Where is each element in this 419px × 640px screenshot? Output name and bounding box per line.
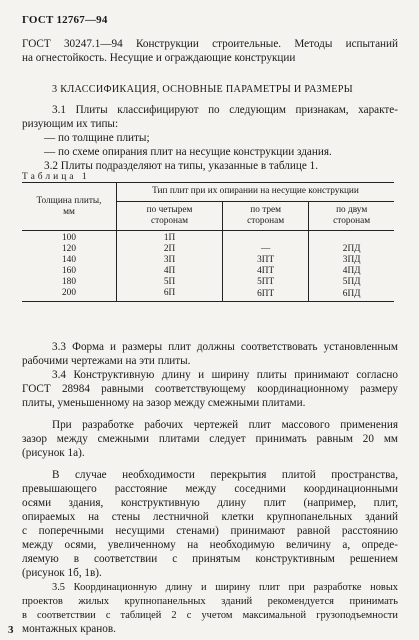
paragraph-line: зазор между смежными плитами следует принимать равным 20 мм bbox=[22, 433, 398, 445]
document-header: ГОСТ 12767—94 bbox=[22, 14, 108, 26]
paragraph-line: проектов жилых крупнопанельных зданий рекомендуется принимать bbox=[22, 596, 398, 607]
types-table bbox=[22, 182, 394, 302]
paragraph-line: превышающего расстояние между соседними координационными bbox=[22, 483, 398, 495]
paragraph-line: В случае необходимости перекрытия плитой пространства, bbox=[52, 469, 398, 481]
table-row: 120 2П — 2ПД bbox=[22, 244, 394, 255]
intro-line: на огнестойкость. Несущие и ограждающие конструкции bbox=[22, 52, 296, 64]
paragraph-line: монтажных кранов. bbox=[22, 623, 116, 635]
paragraph-line: опираемых на стены лестничной клетки крупнопанельных зданий bbox=[22, 511, 398, 523]
list-item: — по толщине плиты; bbox=[44, 132, 150, 144]
paragraph-line: плиты, уменьшенному на зазор между смежными плитами. bbox=[22, 397, 306, 409]
section-title: 3 КЛАССИФИКАЦИЯ, ОСНОВНЫЕ ПАРАМЕТРЫ И РАЗМЕРЫ bbox=[52, 84, 353, 95]
thickness-header: Толщина плиты, мм bbox=[22, 183, 117, 231]
paragraph-line: (рисунок 1а). bbox=[22, 447, 85, 459]
intro-line: ГОСТ 30247.1—94 Конструкции строительные. Методы испытаний bbox=[22, 38, 398, 50]
paragraph-line: 3.2 Плиты подразделяют на типы, указанные в таблице 1. bbox=[44, 160, 319, 172]
paragraph-line: 3.4 Конструктивную длину и ширину плиты принимают согласно bbox=[52, 369, 398, 381]
paragraph-line: При разработке рабочих чертежей плит массового применения bbox=[52, 419, 398, 431]
table-caption: Таблица 1 bbox=[22, 172, 90, 182]
paragraph-line: в соответствии с таблицей 2 с учетом максимальной грузоподъемности bbox=[22, 610, 398, 621]
table-row: 100 1П bbox=[22, 231, 394, 245]
paragraph-line: (рисунок 1б, 1в). bbox=[22, 567, 102, 579]
paragraph-line: рабочими чертежами на эти плиты. bbox=[22, 355, 191, 367]
paragraph-line: 3.3 Форма и размеры плит должны соответствовать установленным bbox=[52, 341, 398, 353]
group-header: Тип плит при их опирании на несущие конструкции bbox=[117, 183, 395, 202]
table-row: 200 6П 6ПТ 6ПД bbox=[22, 288, 394, 302]
paragraph-line: с поперечными несущими стенами) принимают равной расстоянию bbox=[22, 525, 398, 537]
table-row: 160 4П 4ПТ 4ПД bbox=[22, 266, 394, 277]
paragraph-line: ГОСТ 28984 равными соответствующему координационному размеру bbox=[22, 383, 398, 395]
table-row: 180 5П 5ПТ 5ПД bbox=[22, 277, 394, 288]
paragraph-line: между осями, увеличенному на необходимую величину a, опреде- bbox=[22, 539, 398, 551]
table-row: 140 3П 3ПТ 3ПД bbox=[22, 255, 394, 266]
page-number: 3 bbox=[8, 624, 14, 636]
paragraph-line: ризующим их типы: bbox=[22, 118, 119, 130]
paragraph-line: осями здания, конструктивную длину плит (например, плит, bbox=[22, 497, 398, 509]
paragraph-line: ляемую в соответствии с принятым конструктивным решением bbox=[22, 553, 398, 565]
col-header: по двум сторонам bbox=[309, 202, 394, 231]
paragraph-line: 3.5 Координационную длину и ширину плит при разработке новых bbox=[52, 582, 398, 593]
col-header: по трем сторонам bbox=[223, 202, 309, 231]
paragraph-line: 3.1 Плиты классифицируют по следующим признакам, характе- bbox=[52, 104, 398, 116]
col-header: по четырем сторонам bbox=[117, 202, 223, 231]
list-item: — по схеме опирания плит на несущие конструкции здания. bbox=[44, 146, 332, 158]
